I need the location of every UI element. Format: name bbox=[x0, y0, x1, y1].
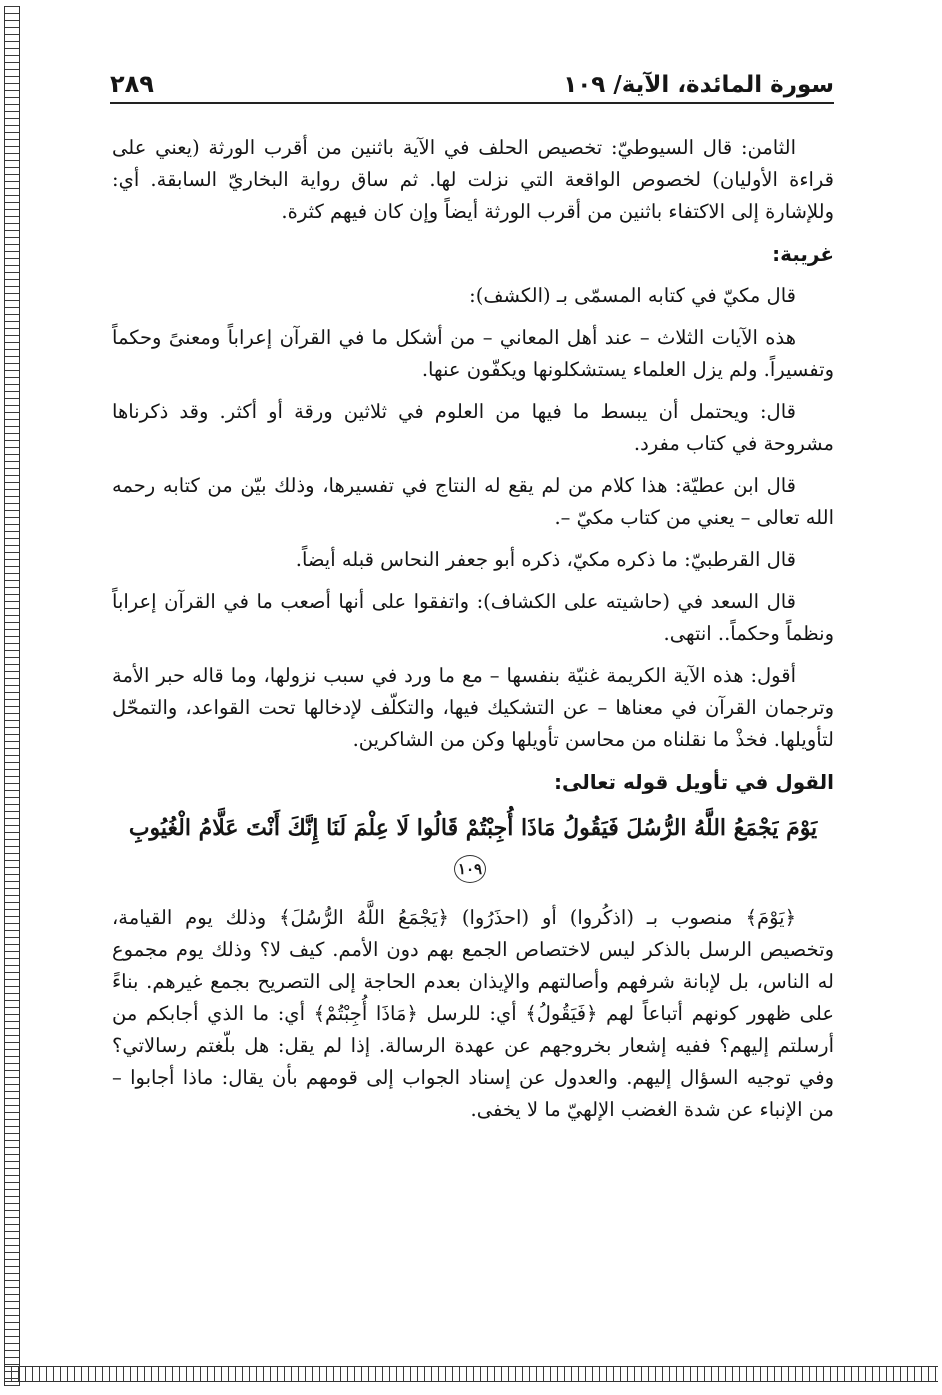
page-header bbox=[110, 62, 834, 104]
paragraph-ibn-atiyya: قال ابن عطيّة: هذا كلام من لم يقع له النتاج في تفسيرها، وذلك بيّن من كتابه رحمه الله تعالى – يعني من كتاب مكيّ –. bbox=[112, 474, 834, 529]
page-number: ٢٨٩ bbox=[110, 70, 154, 98]
paragraph-suyuti: الثامن: قال السيوطيّ: تخصيص الحلف في الآية باثنين من أقرب الورثة (يعني على قراءة الأوليان) لخصوص الواقعة التي نزلت لها. ثم ساق رواية البخاريّ السابقة. أي: وللإشارة إلى الاكتفاء باثنين من أقرب الورثة أيضاً وإن كان فيهم كثرة. bbox=[112, 136, 834, 223]
running-title: سورة المائدة، الآية/ ١٠٩ bbox=[563, 72, 834, 98]
paragraph-makki-length: قال: ويحتمل أن يبسط ما فيها من العلوم في ثلاثين ورقة أو أكثر. وقد ذكرناها مشروحة في كتاب مفرد. bbox=[112, 400, 834, 455]
paragraph-makki-intro: قال مكيّ في كتابه المسمّى بـ (الكشف): bbox=[469, 284, 796, 307]
verse-number-badge: ١٠٩ bbox=[454, 855, 486, 883]
paragraph-author-opinion: أقول: هذه الآية الكريمة غنيّة بنفسها – مع ما ورد في سبب نزولها، وما قاله حبر الأمة وترجمان القرآن في معناها – عن التشكيك فيها، والتكلّف لإدخالها تحت القواعد، والتمحّل لتأويلها. فخذْ ما نقلناه من محاسن تأويلها وكن من الشاكرين. bbox=[112, 664, 834, 751]
quran-verse bbox=[112, 808, 834, 888]
paragraph-tafsir: ﴿يَوْمَ﴾ منصوب بـ (اذكُروا) أو (احذَرُوا) ﴿يَجْمَعُ اللَّهُ الرُّسُلَ﴾ وذلك يوم القيامة، وتخصيص الرسل بالذكر ليس لاختصاص الجمع بهم دون الأمم. كيف لا؟ وذلك يوم مجموع له الناس، بل لإبانة شرفهم وأصالتهم والإيذان بعدم الحاجة إلى التصريح بجمع غيرهم. بناءً على ظهور كونهم أتباعاً لهم ﴿فَيَقُولُ﴾ أي: للرسل ﴿مَاذَا أُجِبْتُمْ﴾ أي: ما الذي أجابكم من أرسلتم إليهم؟ ففيه إشعار بخروجهم عن عهدة الرسالة. إذا لم يقل: هل بلّغتم رسالاتي؟ وفي توجيه السؤال إليهم. والعدول عن إسناد الجواب إلى قومهم بأن يقال: ماذا أجابوا – من الإنباء عن شدة الغضب الإلهيّ ما لا يخفى. bbox=[112, 906, 834, 1121]
verse-text: يَوْمَ يَجْمَعُ اللَّهُ الرُّسُلَ فَيَقُولُ مَاذَا أُجِبْتُمْ قَالُوا لَا عِلْمَ لَنَا إِنَّكَ أَنْتَ عَلَّامُ الْغُيُوبِ bbox=[128, 815, 818, 841]
paragraph-makki-quote: هذه الآيات الثلاث – عند أهل المعاني – من أشكل ما في القرآن إعراباً ومعنىً وحكماً وتفسيراً. ولم يزل العلماء يستشكلونها ويكفّون عنها. bbox=[112, 326, 834, 381]
paragraph-qurtubi: قال القرطبيّ: ما ذكره مكيّ، ذكره أبو جعفر النحاس قبله أيضاً. bbox=[295, 548, 796, 571]
page-body bbox=[112, 132, 834, 1372]
ornamental-border-left bbox=[4, 6, 20, 1386]
section-heading-ghariba: غريبة: bbox=[772, 242, 834, 266]
section-heading-tawil: القول في تأويل قوله تعالى: bbox=[554, 770, 834, 794]
paragraph-saad: قال السعد في (حاشيته على الكشاف): واتفقوا على أنها أصعب ما في القرآن إعراباً ونظماً وحكماً.. انتهى. bbox=[112, 590, 834, 645]
